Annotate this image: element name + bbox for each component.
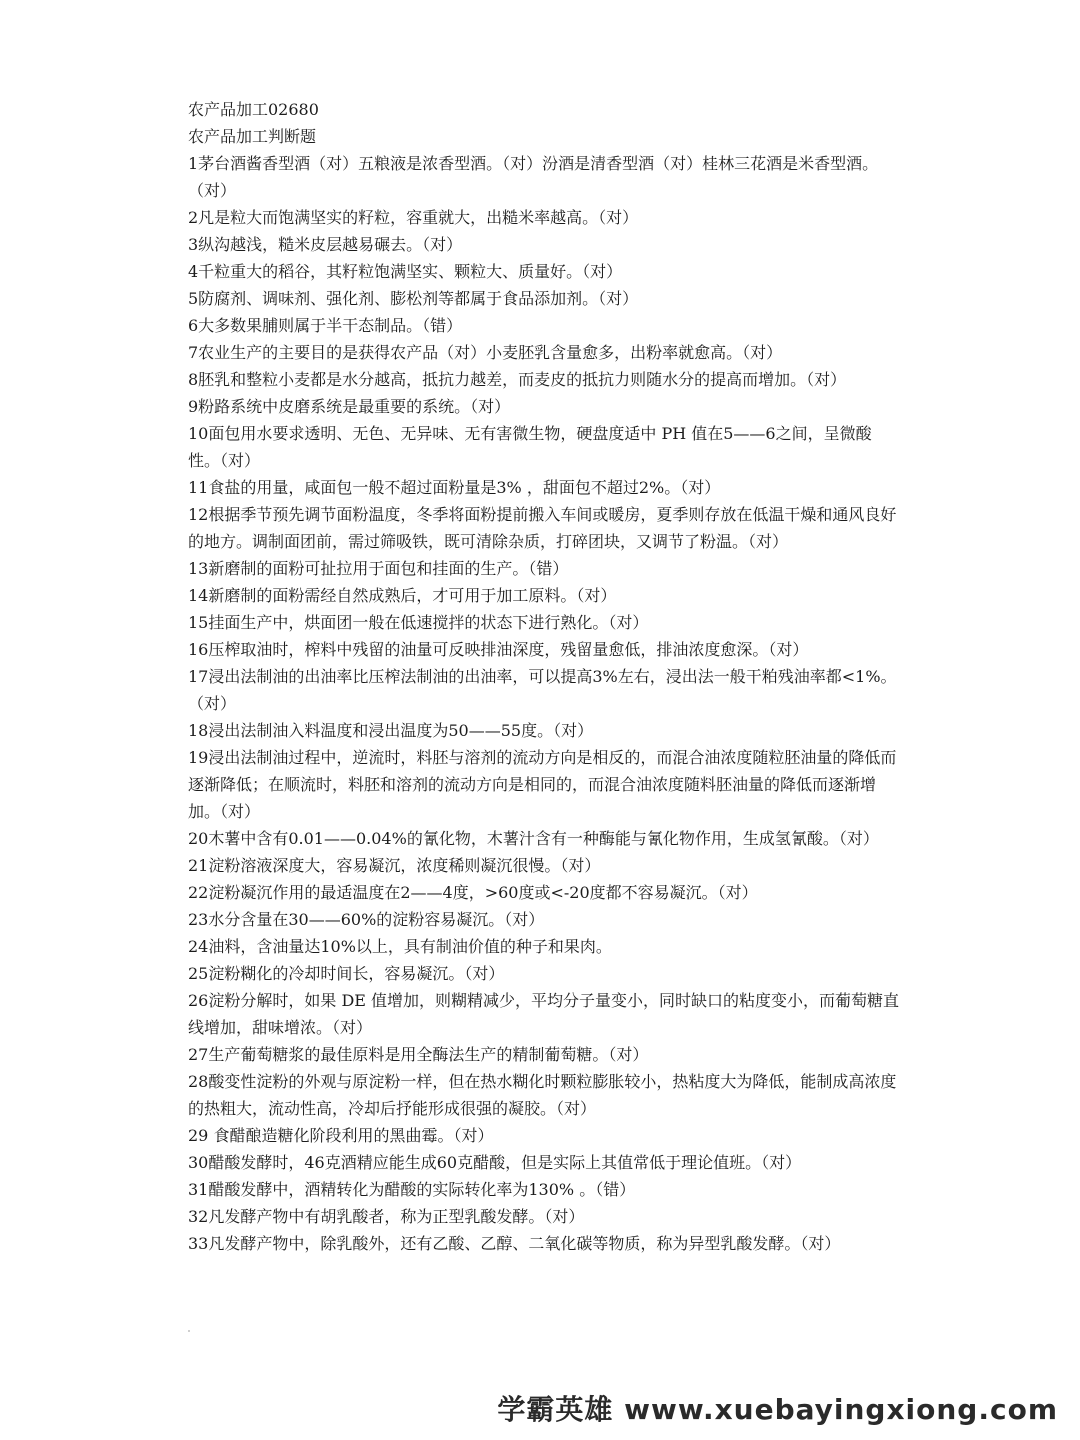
question-item: 5防腐剂、调味剂、强化剂、膨松剂等都属于食品添加剂。（对）: [188, 289, 639, 308]
question-item: 28酸变性淀粉的外观与原淀粉一样，但在热水糊化时颗粒膨胀较小，热粘度大为降低，能制成高浓度的热粗大，流动性高，冷却后抒能形成很强的凝胶。（对）: [188, 1072, 897, 1118]
question-item: 6大多数果脯则属于半干态制品。（错）: [188, 316, 463, 335]
question-item: 30醋酸发酵时，46克酒精应能生成60克醋酸，但是实际上其值常低于理论值班。（对）: [188, 1153, 802, 1172]
question-item: 31醋酸发酵中，酒精转化为醋酸的实际转化率为130% 。（错）: [188, 1180, 636, 1199]
question-item: 26淀粉分解时，如果 DE 值增加，则糊精减少，平均分子量变小，同时缺口的粘度变小，而葡萄糖直线增加，甜味增浓。（对）: [188, 991, 900, 1037]
question-item: 25淀粉糊化的冷却时间长，容易凝沉。（对）: [188, 964, 505, 983]
document-body: [188, 96, 902, 1257]
question-item: 32凡发酵产物中有胡乳酸者，称为正型乳酸发酵。（对）: [188, 1207, 585, 1226]
question-item: 21淀粉溶液深度大，容易凝沉，浓度稀则凝沉很慢。（对）: [188, 856, 601, 875]
question-item: 29 食醋酿造糖化阶段利用的黑曲霉。（对）: [188, 1126, 494, 1145]
site-watermark: 学霸英雄 www.xuebayingxiong.com: [497, 1393, 1058, 1426]
question-item: 3纵沟越浅，糙米皮层越易碾去。（对）: [188, 235, 463, 254]
question-item: 24油料，含油量达10%以上，具有制油价值的种子和果肉。: [188, 937, 612, 956]
question-item: 23水分含量在30——60%的淀粉容易凝沉。（对）: [188, 910, 545, 929]
question-item: 11食盐的用量，咸面包一般不超过面粉量是3% ，甜面包不超过2%。（对）: [188, 478, 721, 497]
question-item: 2凡是粒大而饱满坚实的籽粒，容重就大，出糙米率越高。（对）: [188, 208, 639, 227]
question-list: [188, 150, 902, 1257]
question-item: 8胚乳和整粒小麦都是水分越高，抵抗力越差，而麦皮的抵抗力则随水分的提高而增加。（对）: [188, 370, 847, 389]
question-item: 22淀粉凝沉作用的最适温度在2——4度，>60度或<-20度都不容易凝沉。（对）: [188, 883, 758, 902]
question-item: 10面包用水要求透明、无色、无异味、无有害微生物，硬盘度适中 PH 值在5——6之间，呈微酸性。（对）: [188, 424, 872, 470]
page-mark: [188, 1330, 190, 1332]
question-item: 33凡发酵产物中，除乳酸外，还有乙酸、乙醇、二氧化碳等物质，称为异型乳酸发酵。（对）: [188, 1234, 841, 1253]
document-title: 农产品加工02680: [188, 100, 319, 119]
question-item: 4千粒重大的稻谷，其籽粒饱满坚实、颗粒大、质量好。（对）: [188, 262, 623, 281]
document-subtitle: 农产品加工判断题: [188, 127, 317, 146]
question-item: 15挂面生产中，烘面团一般在低速搅拌的状态下进行熟化。（对）: [188, 613, 649, 632]
question-item: 12根据季节预先调节面粉温度，冬季将面粉提前搬入车间或暖房，夏季则存放在低温干燥和通风良好的地方。调制面团前，需过筛吸铁，既可清除杂质，打碎团块，又调节了粉温。（对）: [188, 505, 897, 551]
question-item: 7农业生产的主要目的是获得农产品（对）小麦胚乳含量愈多，出粉率就愈高。（对）: [188, 343, 783, 362]
question-item: 9粉路系统中皮磨系统是最重要的系统。（对）: [188, 397, 511, 416]
question-item: 13新磨制的面粉可扯拉用于面包和挂面的生产。（错）: [188, 559, 569, 578]
question-item: 17浸出法制油的出油率比压榨法制油的出油率，可以提高3%左右，浸出法一般干粕残油率都<1%。（对）: [188, 667, 897, 713]
question-item: 1茅台酒酱香型酒（对）五粮液是浓香型酒。（对）汾酒是清香型酒（对）桂林三花酒是米香型酒。（对）: [188, 154, 879, 200]
question-item: 18浸出法制油入料温度和浸出温度为50——55度。（对）: [188, 721, 594, 740]
question-item: 14新磨制的面粉需经自然成熟后，才可用于加工原料。（对）: [188, 586, 617, 605]
question-item: 27生产葡萄糖浆的最佳原料是用全酶法生产的精制葡萄糖。（对）: [188, 1045, 649, 1064]
question-item: 19浸出法制油过程中，逆流时，料胚与溶剂的流动方向是相反的，而混合油浓度随粒胚油量的降低而逐渐降低；在顺流时，料胚和溶剂的流动方向是相同的，而混合油浓度随料胚油量的降低而逐渐增加。（对）: [188, 748, 897, 821]
question-item: 16压榨取油时，榨料中残留的油量可反映排油深度，残留量愈低，排油浓度愈深。（对）: [188, 640, 809, 659]
question-item: 20木薯中含有0.01——0.04%的氰化物，木薯汁含有一种酶能与氰化物作用，生成氢氰酸。（对）: [188, 829, 879, 848]
